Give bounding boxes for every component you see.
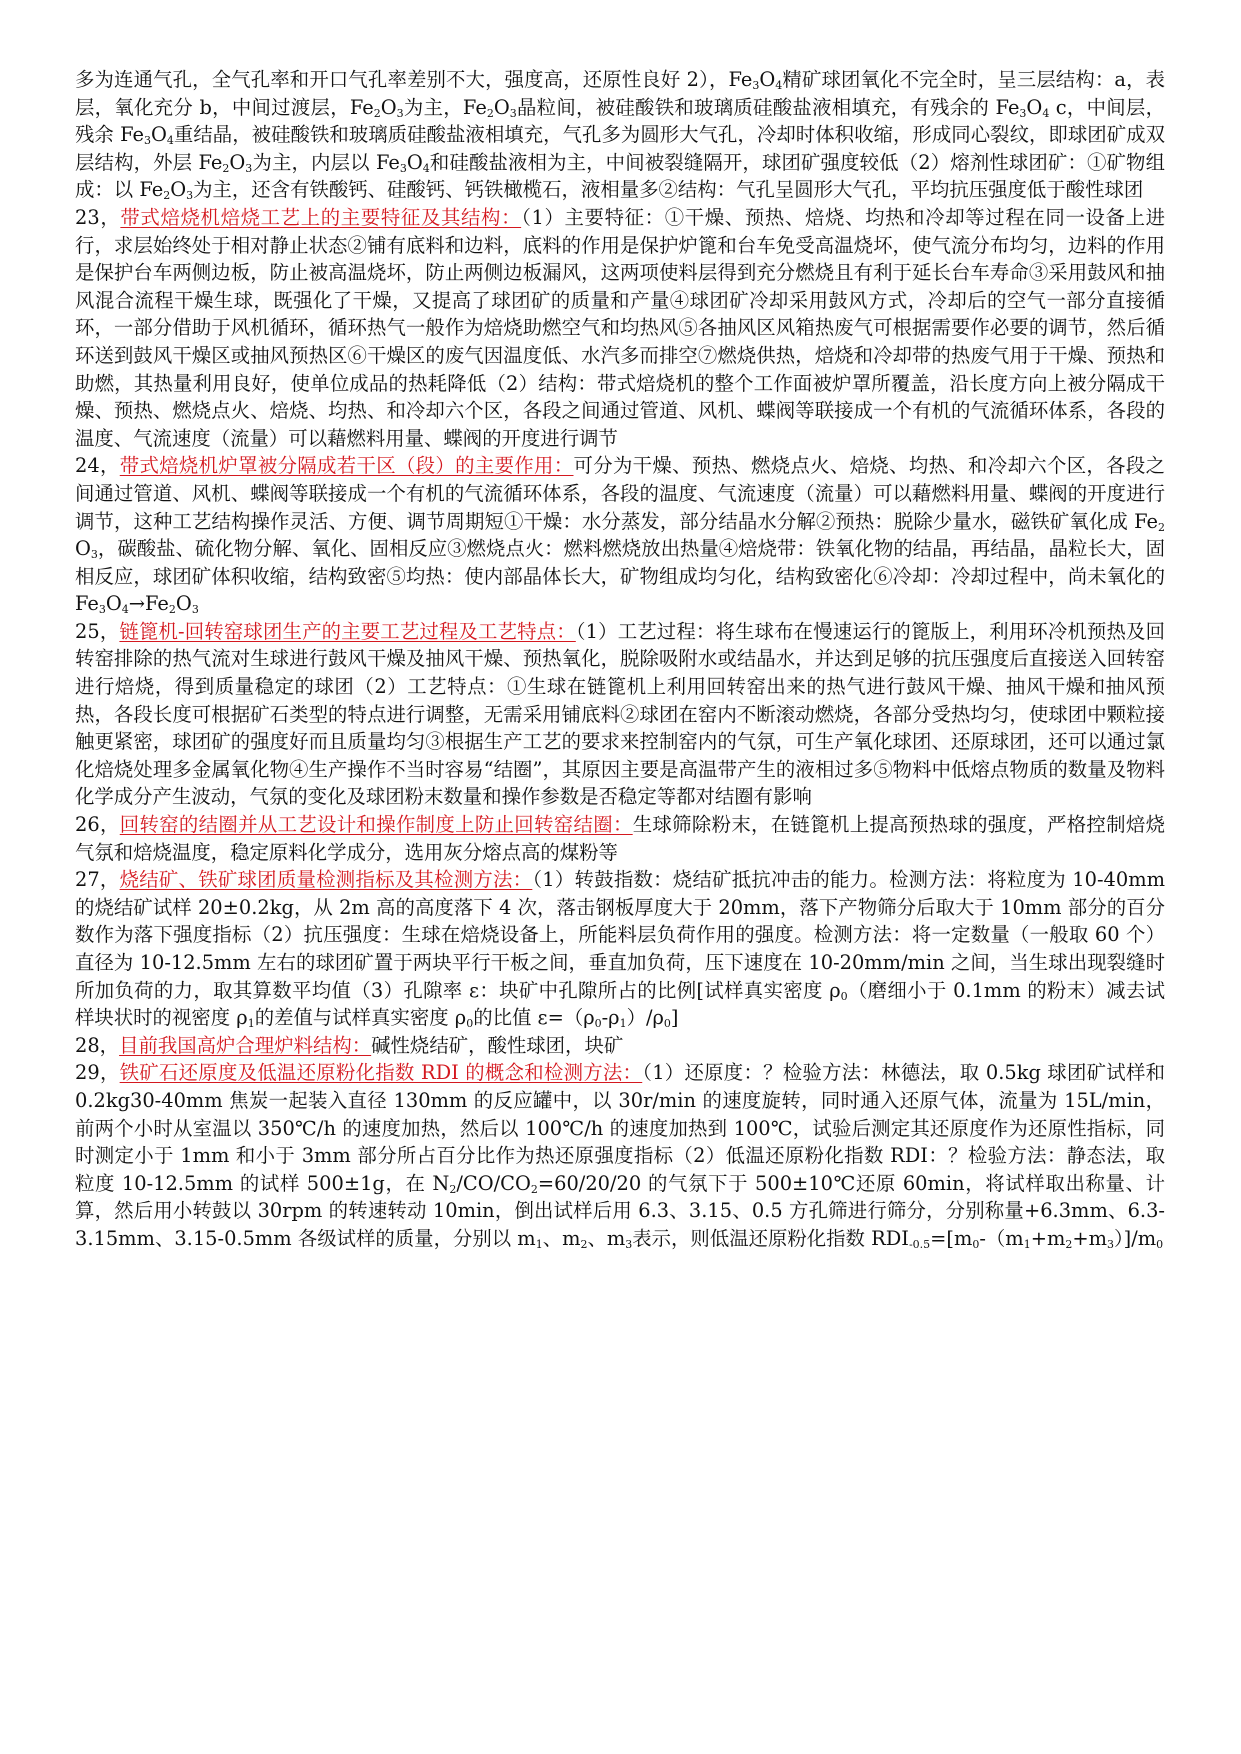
intro-paragraph: 多为连通气孔，全气孔率和开口气孔率差别不大，强度高，还原性良好 2），$Fe_3O_4$精矿球团氧化不完全时，呈三层结构：a，表层，氧化充分 b，中间过渡层，$Fe_2O_3$为主，$Fe_2O_3$晶粒间，被硅酸铁和玻璃质硅酸盐液相填充，有残余的 $Fe_3O_4$ c，中间层，残余 $Fe_3O_4$重结晶，被硅酸铁和玻璃质硅酸盐液相填充，气孔多为圆形大气孔，冷却时体积收缩，形成同心裂纹，即球团矿成双层结构，外层 $Fe_2O_3$为主，内层以 $Fe_3O_4$和硅酸盐液相为主，中间被裂缝隔开，球团矿强度较低（2）熔剂性球团矿：①矿物组成：以 $Fe_2O_3$为主，还含有铁酸钙、硅酸钙、钙铁橄榄石，液相量多②结构：气孔呈圆形大气孔，平均抗压强度低于酸性球团 — [75, 68, 1166, 203]
answer-text: 可分为干燥、预热、燃烧点火、焙烧、均热、和冷却六个区，各段之间通过管道、风机、蝶阀等联接成一个有机的气流循环体系，各段的温度、气流速度（流量）可以藉燃料用量、蝶阀的开度进行调节，这种工艺结构操作灵活、方便、调节周期短①干燥：水分蒸发，部分结晶水分解②预热：脱除少量水，磁铁矿氧化成 Fe — [75, 454, 1166, 533]
question-23 — [75, 204, 1165, 452]
question-number: 27， — [75, 868, 120, 892]
question-title: 铁矿石还原度及低温还原粉化指数 RDI 的概念和检测方法： — [119, 1061, 643, 1085]
answer-text: （1）还原度：？检验方法：林德法，取 0.5kg 球团矿试样和 0.2kg30-40mm 焦炭一起装入直径 130mm 的反应罐中，以 30r/min 的速度旋转，同时通入还原气体，流量为 15L/min，前两个小时从室温以 350℃/h 的速度加热，然后以 100℃/h 的速度加热到 100℃，试验后测定其还原度作为还原性指标，同时测定小于 1mm 和小于 3mm 部分所占百分比作为热还原强度指标（2）低温还原粉化指数 RDI：？检验方法：静态法，取粒度 10-12.5mm 的试样 500±1g，在 N — [75, 1061, 1165, 1195]
question-title: 目前我国高炉合理炉料结构： — [119, 1033, 372, 1057]
question-title: 带式焙烧机炉罩被分隔成若干区（段）的主要作用： — [119, 454, 574, 478]
answer-text: （1）转鼓指数：烧结矿抵抗冲击的能力。检测方法：将粒度为 10-40mm 的烧结矿试样 20±0.2kg，从 2m 高的高度落下 4 次，落击钢板厚度大于 20mm，落下产物筛分后取大于 10mm 部分的百分数作为落下强度指标（2）抗压强度：生球在焙烧设备上，所能料层负荷作用的强度。检测方法：将一定数量（一般取 60 个）直径为 10-12.5mm 左右的球团矿置于两块平行干板之间，垂直加负荷，压下速度在 10-20mm/min 之间，当生球出现裂缝时所加负荷的力，取其算数平均值（3）孔隙率 ε：块矿中孔隙所占的比例[试样真实密度 ρ — [75, 868, 1165, 1002]
question-27: 27，烧结矿、铁矿球团质量检测指标及其检测方法：（1）转鼓指数：烧结矿抵抗冲击的能力。检测方法：将粒度为 10-40mm 的烧结矿试样 20±0.2kg，从 2m 高的高度落下 4 次，落击钢板厚度大于 20mm，落下产物筛分后取大于 10mm 部分的百分数作为落下强度指标（2）抗压强度：生球在焙烧设备上，所能料层负荷作用的强度。检测方法：将一定数量（一般取 60 个）直径为 10-12.5mm 左右的球团矿置于两块平行干板之间，垂直加负荷，压下速度在 10-20mm/min 之间，当生球出现裂缝时所加负荷的力，取其算数平均值（3）孔隙率 ε：块矿中孔隙所占的比例[试样真实密度 $\rho_0$（磨细小于 0.1mm 的粉末）减去试样块状时的视密度 $\rho_1$的差值与试样真实密度 $\rho_0$的比值 $\varepsilon=(\rho_0-\rho_1)/\rho_0$] — [75, 868, 1165, 1031]
answer-text: （1）主要特征：①干燥、预热、焙烧、均热和冷却等过程在同一设备上进行，求层始终处于相对静止状态②铺有底料和边料，底料的作用是保护炉篦和台车免受高温烧坏，使气流分布均匀，边料的作用是保护台车两侧边板，防止被高温烧坏，防止两侧边板漏风，这两项使料层得到充分燃烧且有利于延长台车寿命③采用鼓风和抽风混合流程干燥生球，既强化了干燥，又提高了球团矿的质量和产量④球团矿冷却采用鼓风方式，冷却后的空气一部分直接循环，一部分借助于风机循环，循环热气一般作为焙烧助燃空气和均热风⑤各抽风区风箱热废气可根据需要作必要的调节，然后循环送到鼓风干燥区或抽风预热区⑥干燥区的废气因温度低、水汽多而排空⑦燃烧供热，焙烧和冷却带的热废气用于干燥、预热和助燃，其热量利用良好，使单位成品的热耗降低（2）结构：带式焙烧机的整个工作面被炉罩所覆盖，沿长度方向上被分隔成干燥、预热、燃烧点火、焙烧、均热、和冷却六个区，各段之间通过管道、风机、蝶阀等联接成一个有机的气流循环体系，各段的温度、气流速度（流量）可以藉燃料用量、蝶阀的开度进行调节 — [75, 205, 1165, 450]
question-title: 带式焙烧机焙烧工艺上的主要特征及其结构： — [120, 205, 522, 229]
question-25 — [75, 618, 1165, 811]
answer-text: 生球筛除粉末，在链篦机上提高预热球的强度，严格控制焙烧气氛和焙烧温度，稳定原料化学成分，选用灰分熔点高的煤粉等 — [75, 813, 1166, 864]
document-page — [75, 66, 1165, 1253]
question-number: 24， — [75, 454, 120, 478]
question-number: 23， — [75, 205, 121, 229]
question-number: 26， — [75, 813, 120, 837]
answer-text: 碱性烧结矿，酸性球团，块矿 — [371, 1033, 624, 1057]
question-title: 烧结矿、铁矿球团质量检测指标及其检测方法： — [119, 868, 533, 892]
question-number: 29， — [75, 1061, 120, 1085]
question-number: 25， — [75, 619, 120, 643]
question-title: 回转窑的结圈并从工艺设计和操作制度上防止回转窑结圈： — [119, 813, 633, 837]
question-number: 28， — [75, 1033, 120, 1057]
question-24: 24，带式焙烧机炉罩被分隔成若干区（段）的主要作用：可分为干燥、预热、燃烧点火、焙烧、均热、和冷却六个区，各段之间通过管道、风机、蝶阀等联接成一个有机的气流循环体系，各段的温度、气流速度（流量）可以藉燃料用量、蝶阀的开度进行调节，这种工艺结构操作灵活、方便、调节周期短①干燥：水分蒸发，部分结晶水分解②预热：脱除少量水，磁铁矿氧化成 $Fe_2O_3$，碳酸盐、硫化物分解、氧化、固相反应③燃烧点火：燃料燃烧放出热量④焙烧带：铁氧化物的结晶，再结晶，晶粒长大，固相反应，球团矿体积收缩，结构致密⑤均热：使内部晶体长大，矿物组成均匀化，结构致密化⑥冷却：冷却过程中，尚未氧化的 $Fe_3O_4\to Fe_2O_3$ — [75, 454, 1166, 617]
question-title: 链篦机-回转窑球团生产的主要工艺过程及工艺特点： — [119, 619, 576, 643]
question-29: 29，铁矿石还原度及低温还原粉化指数 RDI 的概念和检测方法：（1）还原度：？检验方法：林德法，取 0.5kg 球团矿试样和 0.2kg30-40mm 焦炭一起装入直径 130mm 的反应罐中，以 30r/min 的速度旋转，同时通入还原气体，流量为 15L/min，前两个小时从室温以 350℃/h 的速度加热，然后以 100℃/h 的速度加热到 100℃，试验后测定其还原度作为还原性指标，同时测定小于 1mm 和小于 3mm 部分所占百分比作为热还原强度指标（2）低温还原粉化指数 RDI：？检验方法：静态法，取粒度 10-12.5mm 的试样 500±1g，在 $N_2/CO/CO_2=60/20/20$ 的气氛下于 500±10℃还原 60min，将试样取出称量、计算，然后用小转鼓以 30rpm 的转速转动 10min，倒出试样后用 6.3、3.15、0.5 方孔筛进行筛分，分别称量+6.3mm、6.3-3.15mm、3.15-0.5mm 各级试样的质量，分别以 $m_1$、$m_2$、$m_3$表示，则低温还原粉化指数 $RDI_{-0.5}=[m_0-(m_1+m_2+m_3)]/m_0$ — [75, 1061, 1165, 1251]
answer-text: （1）工艺过程：将生球布在慢速运行的篦版上，利用环冷机预热及回转窑排除的热气流对生球进行鼓风干燥及抽风干燥、预热氧化，脱除吸附水或结晶水，并达到足够的抗压强度后直接送入回转窑进行焙烧，得到质量稳定的球团（2）工艺特点：①生球在链篦机上利用回转窑出来的热气进行鼓风干燥、抽风干燥和抽风预热，各段长度可根据矿石类型的特点进行调整，无需采用铺底料②球团在窑内不断滚动燃烧，各部分受热均匀，使球团中颗粒接触更紧密，球团矿的强度好而且质量均匀③根据生产工艺的要求来控制窑内的气氛，可生产氧化球团、还原球团，还可以通过氯化焙烧处理多金属氧化物④生产操作不当时容易“结圈”，其原因主要是高温带产生的液相过多⑤物料中低熔点物质的数量及物料化学成分产生波动，气氛的变化及球团粉末数量和操作参数是否稳定等都对结圈有影响 — [75, 619, 1165, 809]
question-26 — [75, 811, 1165, 866]
question-28 — [75, 1032, 1165, 1060]
